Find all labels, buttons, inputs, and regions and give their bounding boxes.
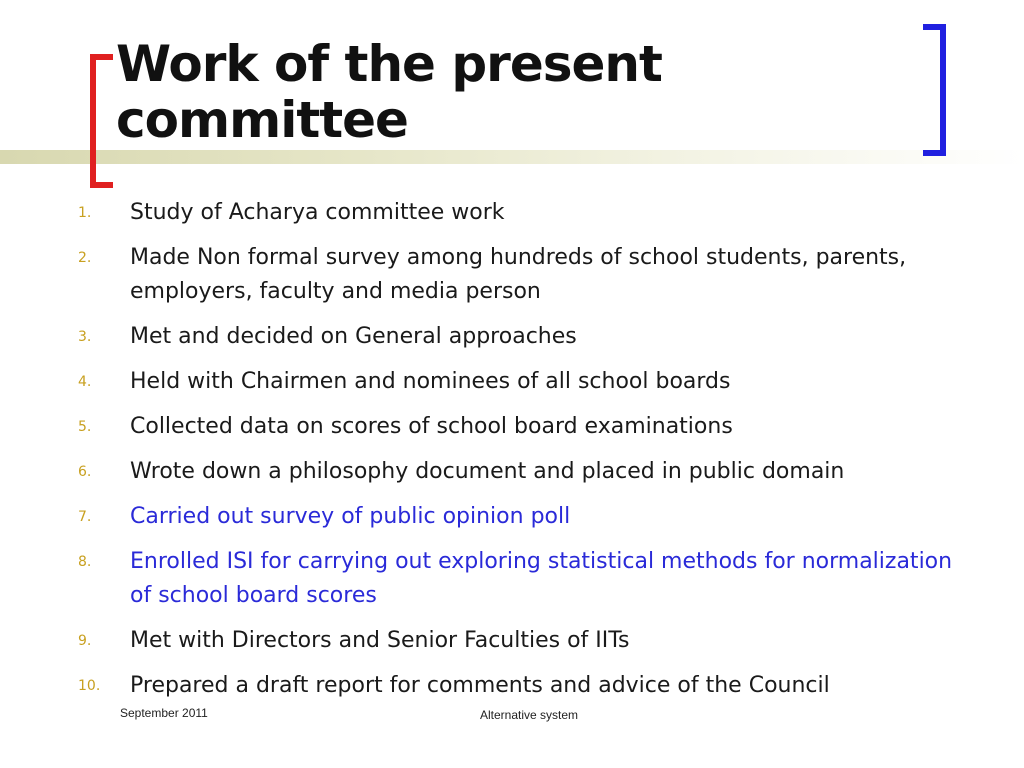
slide-title: Work of the present committee: [116, 35, 662, 149]
title-underline-bar: [0, 150, 1024, 164]
item-text: Met and decided on General approaches: [130, 324, 577, 349]
item-text: Met with Directors and Senior Faculties of IITs: [130, 628, 630, 653]
list-item: [70, 320, 960, 354]
item-text: Carried out survey of public opinion poll: [130, 504, 571, 529]
item-number: 8.: [78, 554, 92, 570]
item-text: Study of Acharya committee work: [130, 200, 505, 225]
item-number: 10.: [78, 678, 101, 694]
item-number: 1.: [78, 205, 92, 221]
item-number: 2.: [78, 250, 92, 266]
item-text: Held with Chairmen and nominees of all school boards: [130, 369, 731, 394]
item-text: Wrote down a philosophy document and placed in public domain: [130, 459, 845, 484]
list-item: [70, 455, 960, 489]
list-item-highlighted: [70, 500, 960, 534]
item-text: Made Non formal survey among hundreds of school students, parents, employers, faculty and media person: [130, 245, 907, 304]
item-text: Collected data on scores of school board examinations: [130, 414, 733, 439]
item-text: Prepared a draft report for comments and advice of the Council: [130, 673, 830, 698]
list-item: [70, 241, 960, 309]
item-number: 7.: [78, 509, 92, 525]
list-item: [70, 624, 960, 658]
numbered-list: [70, 196, 960, 714]
item-text: Enrolled ISI for carrying out exploring statistical methods for normalization of school board scores: [130, 549, 953, 608]
list-item: [70, 196, 960, 230]
footer-topic: Alternative system: [480, 708, 579, 722]
list-item: [70, 669, 960, 703]
item-number: 4.: [78, 374, 92, 390]
item-number: 5.: [78, 419, 92, 435]
item-number: 9.: [78, 633, 92, 649]
list-item-highlighted: [70, 545, 960, 613]
item-number: 3.: [78, 329, 92, 345]
list-item: [70, 410, 960, 444]
footer-date: September 2011: [120, 706, 208, 720]
list-item: [70, 365, 960, 399]
item-number: 6.: [78, 464, 92, 480]
right-bracket-icon: [920, 24, 950, 156]
left-bracket-icon: [86, 54, 116, 188]
